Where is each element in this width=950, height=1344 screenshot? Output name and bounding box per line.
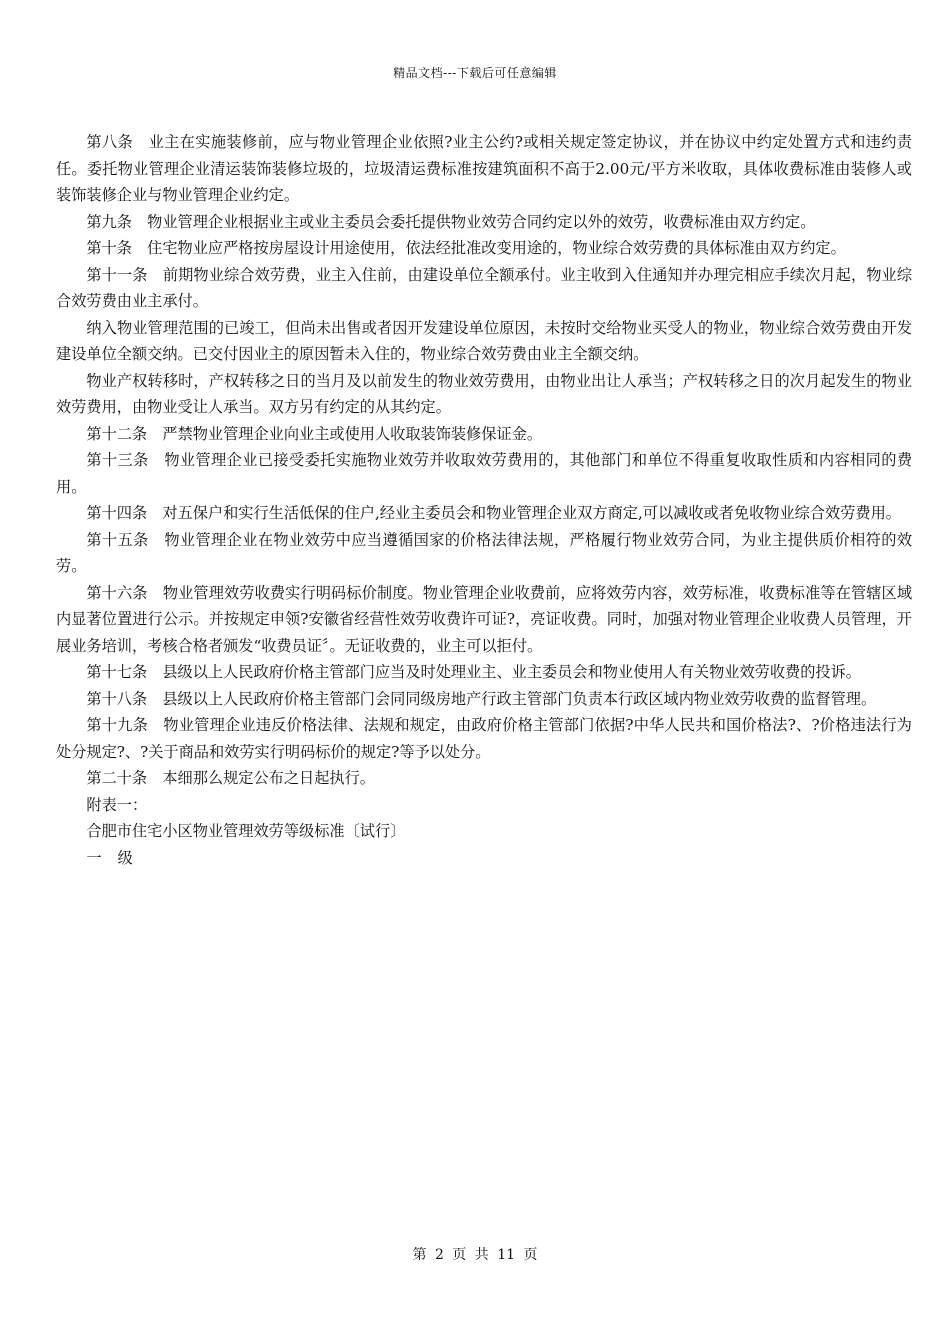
level-heading-text: 一级 bbox=[86, 848, 149, 867]
paragraph-article-18: 第十八条 县级以上人民政府价格主管部门会同同级房地产行政主管部门负责本行政区域内物业效劳收费的监督管理。 bbox=[86, 689, 877, 708]
appendix-title: 合肥市住宅小区物业管理效劳等级标准〔试行〕 bbox=[86, 822, 406, 840]
paragraph-article-10: 第十条 住宅物业应严格按房屋设计用途使用，依法经批准改变用途的，物业综合效劳费的具体标准由双方约定。 bbox=[86, 239, 846, 257]
level-heading bbox=[56, 845, 912, 872]
paragraph-article-14: 第十四条 对五保户和实行生活低保的住户,经业主委员会和物业管理企业双方商定,可以减收或者免收物业综合效劳费用。 bbox=[86, 504, 901, 522]
paragraph-article-17: 第十七条 县级以上人民政府价格主管部门应当及时处理业主、业主委员会和物业使用人有关物业效劳收费的投诉。 bbox=[86, 663, 861, 681]
document-body bbox=[56, 129, 912, 871]
page-footer: 第 2 页 共 11 页 bbox=[412, 1247, 538, 1263]
paragraph-article-12: 第十二条 严禁物业管理企业向业主或使用人收取装饰装修保证金。 bbox=[86, 424, 543, 443]
paragraph-article-11-property-transfer: 物业产权转移时，产权转移之日的当月及以前发生的物业效劳费用，由物业出让人承当；产权转移之日的次月起发生的物业效劳费用，由物业受让人承当。双方另有约定的从其约定。 bbox=[56, 371, 912, 416]
paragraph-article-8: 第八条 业主在实施装修前，应与物业管理企业依照?业主公约?或相关规定签定协议，并在协议中约定处置方式和违约责任。委托物业管理企业清运装饰装修垃圾的，垃圾清运费标准按建筑面积不高于2.00元/平方米收取，具体收费标准由装修人或装饰装修企业与物业管理企业约定。 bbox=[56, 133, 912, 204]
paragraph-article-11: 第十一条 前期物业综合效劳费，业主入住前，由建设单位全额承付。业主收到入住通知并办理完相应手续次月起，物业综合效劳费由业主承付。 bbox=[56, 265, 912, 310]
paragraph-article-19: 第十九条 物业管理企业违反价格法律、法规和规定，由政府价格主管部门依据?中华人民共和国价格法?、?价格违法行为处分规定?、?关于商品和效劳实行明码标价的规定?等予以处分。 bbox=[56, 716, 912, 761]
paragraph-article-20: 第二十条 本细那么规定公布之日起执行。 bbox=[86, 769, 375, 787]
paragraph-article-16: 第十六条 物业管理效劳收费实行明码标价制度。物业管理企业收费前，应将效劳内容，效劳标准，收费标准等在管辖区域内显著位置进行公示。并按规定申领?安徽省经营性效劳收费许可证?，亮证收费。同时，加强对物业管理企业收费人员管理，开展业务培训，考核合格者颁发“收费员证〞。无证收费的，业主可以拒付。 bbox=[56, 583, 912, 655]
paragraph-article-15: 第十五条 物业管理企业在物业效劳中应当遵循国家的价格法律法规，严格履行物业效劳合同，为业主提供质价相符的效劳。 bbox=[56, 530, 912, 575]
paragraph-article-11-completed-property: 纳入物业管理范围的已竣工，但尚未出售或者因开发建设单位原因，未按时交给物业买受人的物业，物业综合效劳费由开发建设单位全额交纳。已交付因业主的原因暂未入住的，物业综合效劳费由业主全额交纳。 bbox=[56, 318, 912, 363]
appendix-label: 附表一： bbox=[86, 795, 148, 814]
paragraph-article-13: 第十三条 物业管理企业已接受委托实施物业效劳并收取效劳费用的，其他部门和单位不得重复收取性质和内容相同的费用。 bbox=[56, 451, 912, 496]
page-header: 精品文档---下载后可任意编辑 bbox=[393, 66, 557, 80]
paragraph-article-9: 第九条 物业管理企业根据业主或业主委员会委托提供物业效劳合同约定以外的效劳，收费标准由双方约定。 bbox=[86, 212, 816, 231]
